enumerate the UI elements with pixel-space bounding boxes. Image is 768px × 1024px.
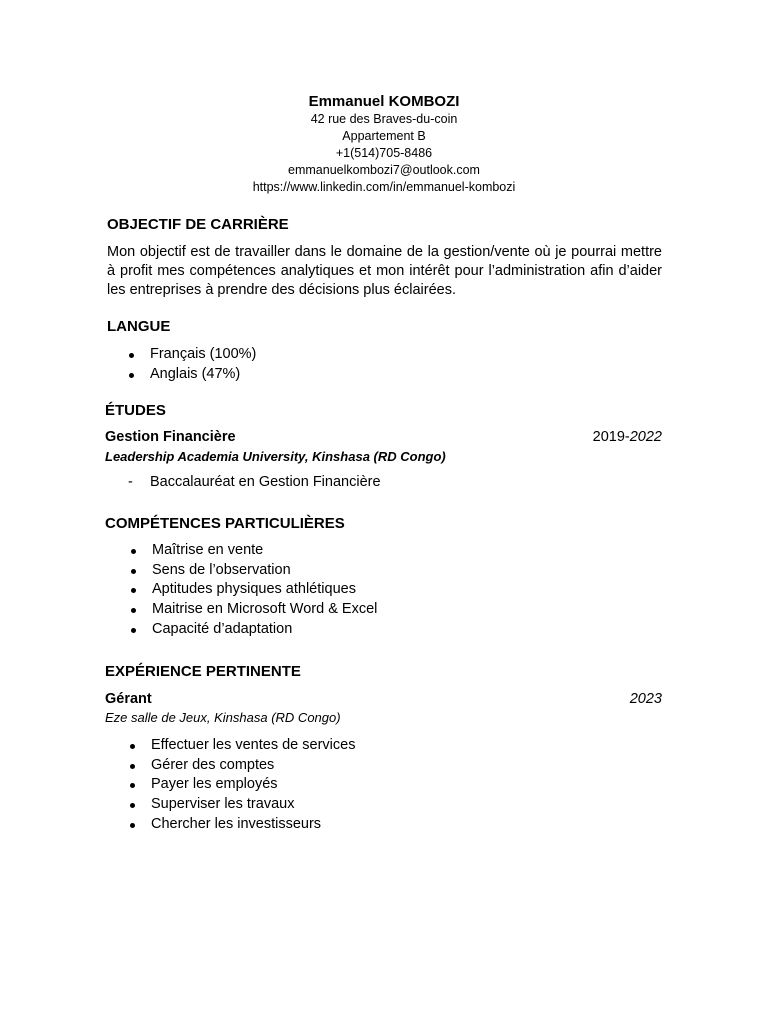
experience-item: Gérer des comptes [151,756,355,776]
skill-item: Maîtrise en vente [152,541,377,561]
education-institution: Leadership Academia University, Kinshasa (RD Congo) [105,449,446,464]
skill-item: Capacité d’adaptation [152,620,377,640]
languages-heading: LANGUE [107,318,171,335]
experience-item: Payer les employés [151,775,355,795]
skills-list [152,541,377,639]
languages-list [150,345,256,384]
skill-item: Maitrise en Microsoft Word & Excel [152,600,377,620]
email-address: emmanuelkombozi7@outlook.com [288,163,480,177]
language-item: Français (100%) [150,345,256,365]
education-period [593,429,662,445]
candidate-name: Emmanuel KOMBOZI [308,93,460,110]
education-detail: Baccalauréat en Gestion Financière [150,474,381,490]
experience-item: Chercher les investisseurs [151,815,355,835]
experience-title: Gérant [105,691,152,707]
experience-item: Effectuer les ventes de services [151,736,355,756]
education-detail-marker: - [128,474,133,490]
experience-heading: EXPÉRIENCE PERTINENTE [105,663,301,680]
experience-year: 2023 [629,691,662,707]
phone-number: +1(514)705-8486 [335,146,433,160]
objective-heading: OBJECTIF DE CARRIÈRE [107,216,289,233]
experience-list [151,736,355,834]
experience-item: Superviser les travaux [151,795,355,815]
linkedin-url: https://www.linkedin.com/in/emmanuel-kombozi [252,180,516,194]
skill-item: Sens de l’observation [152,561,377,581]
language-item: Anglais (47%) [150,365,256,385]
education-title: Gestion Financière [105,429,236,445]
experience-employer: Eze salle de Jeux, Kinshasa (RD Congo) [105,710,341,725]
education-heading: ÉTUDES [105,402,166,419]
skill-item: Aptitudes physiques athlétiques [152,580,377,600]
education-period-start: 2019- [592,429,630,445]
objective-text: Mon objectif est de travailler dans le domaine de la gestion/vente où je pourrai mettre à profit mes compétences analytiques et mon intérêt pour l’administration afin d’aider les entreprises à prendre des décisions plus éclairées. [107,244,662,298]
address-line-2: Appartement B [342,129,426,143]
skills-heading: COMPÉTENCES PARTICULIÈRES [105,515,345,532]
education-period-end: 2022 [629,429,662,445]
address-line-1: 42 rue des Braves-du-coin [310,112,458,126]
